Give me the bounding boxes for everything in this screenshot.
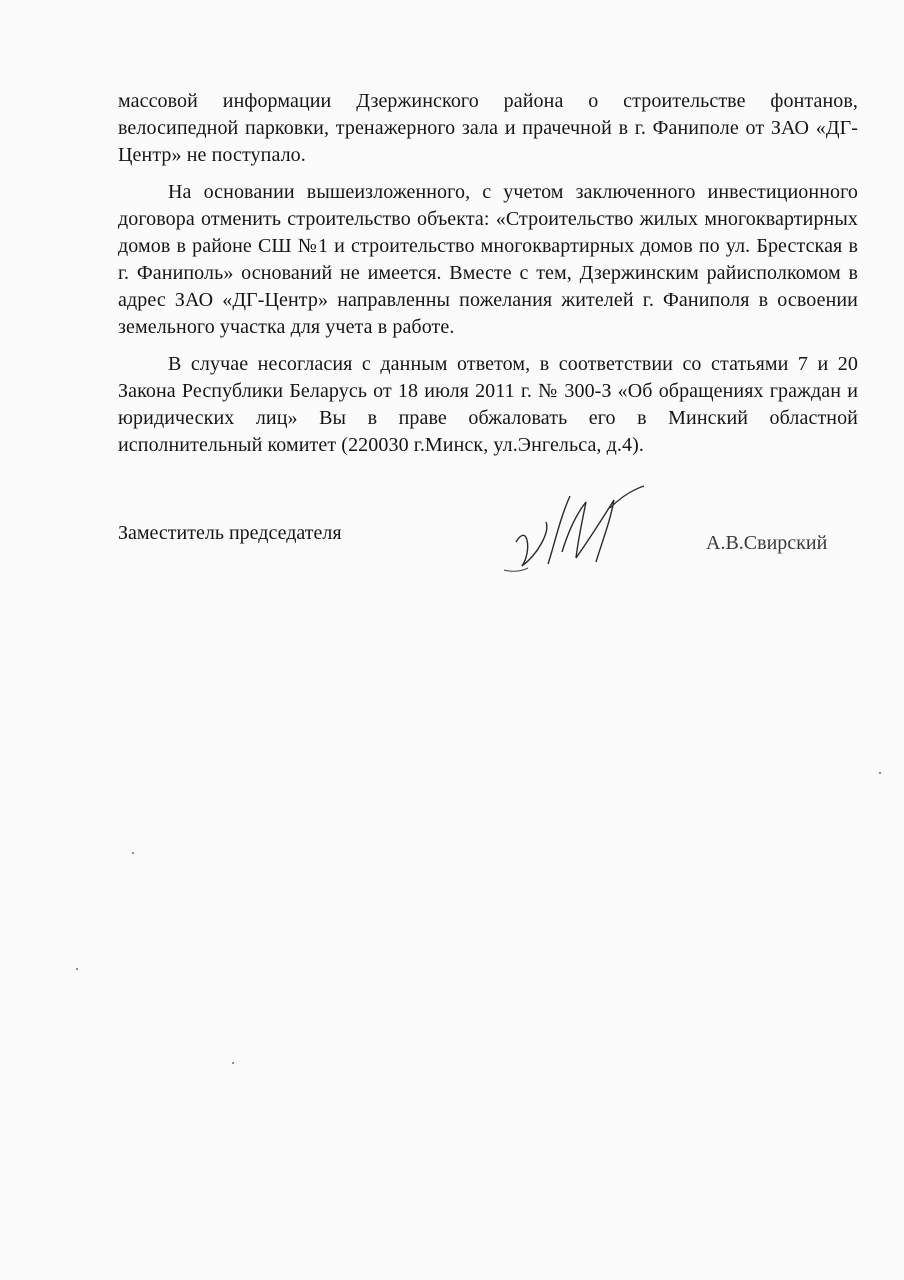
- handwritten-signature: [498, 482, 668, 582]
- signatory-name: А.В.Свирский: [706, 532, 828, 554]
- signatory-position: Заместитель председателя: [118, 522, 342, 544]
- letter-body: [118, 88, 858, 469]
- scan-speck: [232, 1062, 234, 1064]
- scan-speck: [879, 772, 881, 774]
- paragraph-appeal-rights: В случае несогласия с данным ответом, в соответствии со статьями 7 и 20 Закона Республики Беларусь от 18 июля 2011 г. № 300-З «Об обращениях граждан и юридических лиц» Вы в праве обжаловать его в Минский областной исполнительный комитет (220030 г.Минск, ул.Энгельса, д.4).: [118, 353, 858, 456]
- scan-speck: [132, 852, 134, 854]
- signature-block: [118, 500, 858, 590]
- scan-speck: [76, 968, 78, 970]
- paragraph-investment-contract: На основании вышеизложенного, с учетом заключенного инвестиционного договора отменить строительство объекта: «Строительство жилых многоквартирных домов в районе СШ №1 и строительство многоквартирных домов по ул. Брестская в г. Фаниполь» оснований не имеется. Вместе с тем, Дзержинским райисполкомом в адрес ЗАО «ДГ-Центр» направленны пожелания жителей г. Фаниполя в освоении земельного участка для учета в работе.: [118, 181, 858, 338]
- paragraph-continuation: массовой информации Дзержинского района о строительстве фонтанов, велосипедной парковки, тренажерного зала и прачечной в г. Фаниполе от ЗАО «ДГ-Центр» не поступало.: [118, 90, 858, 166]
